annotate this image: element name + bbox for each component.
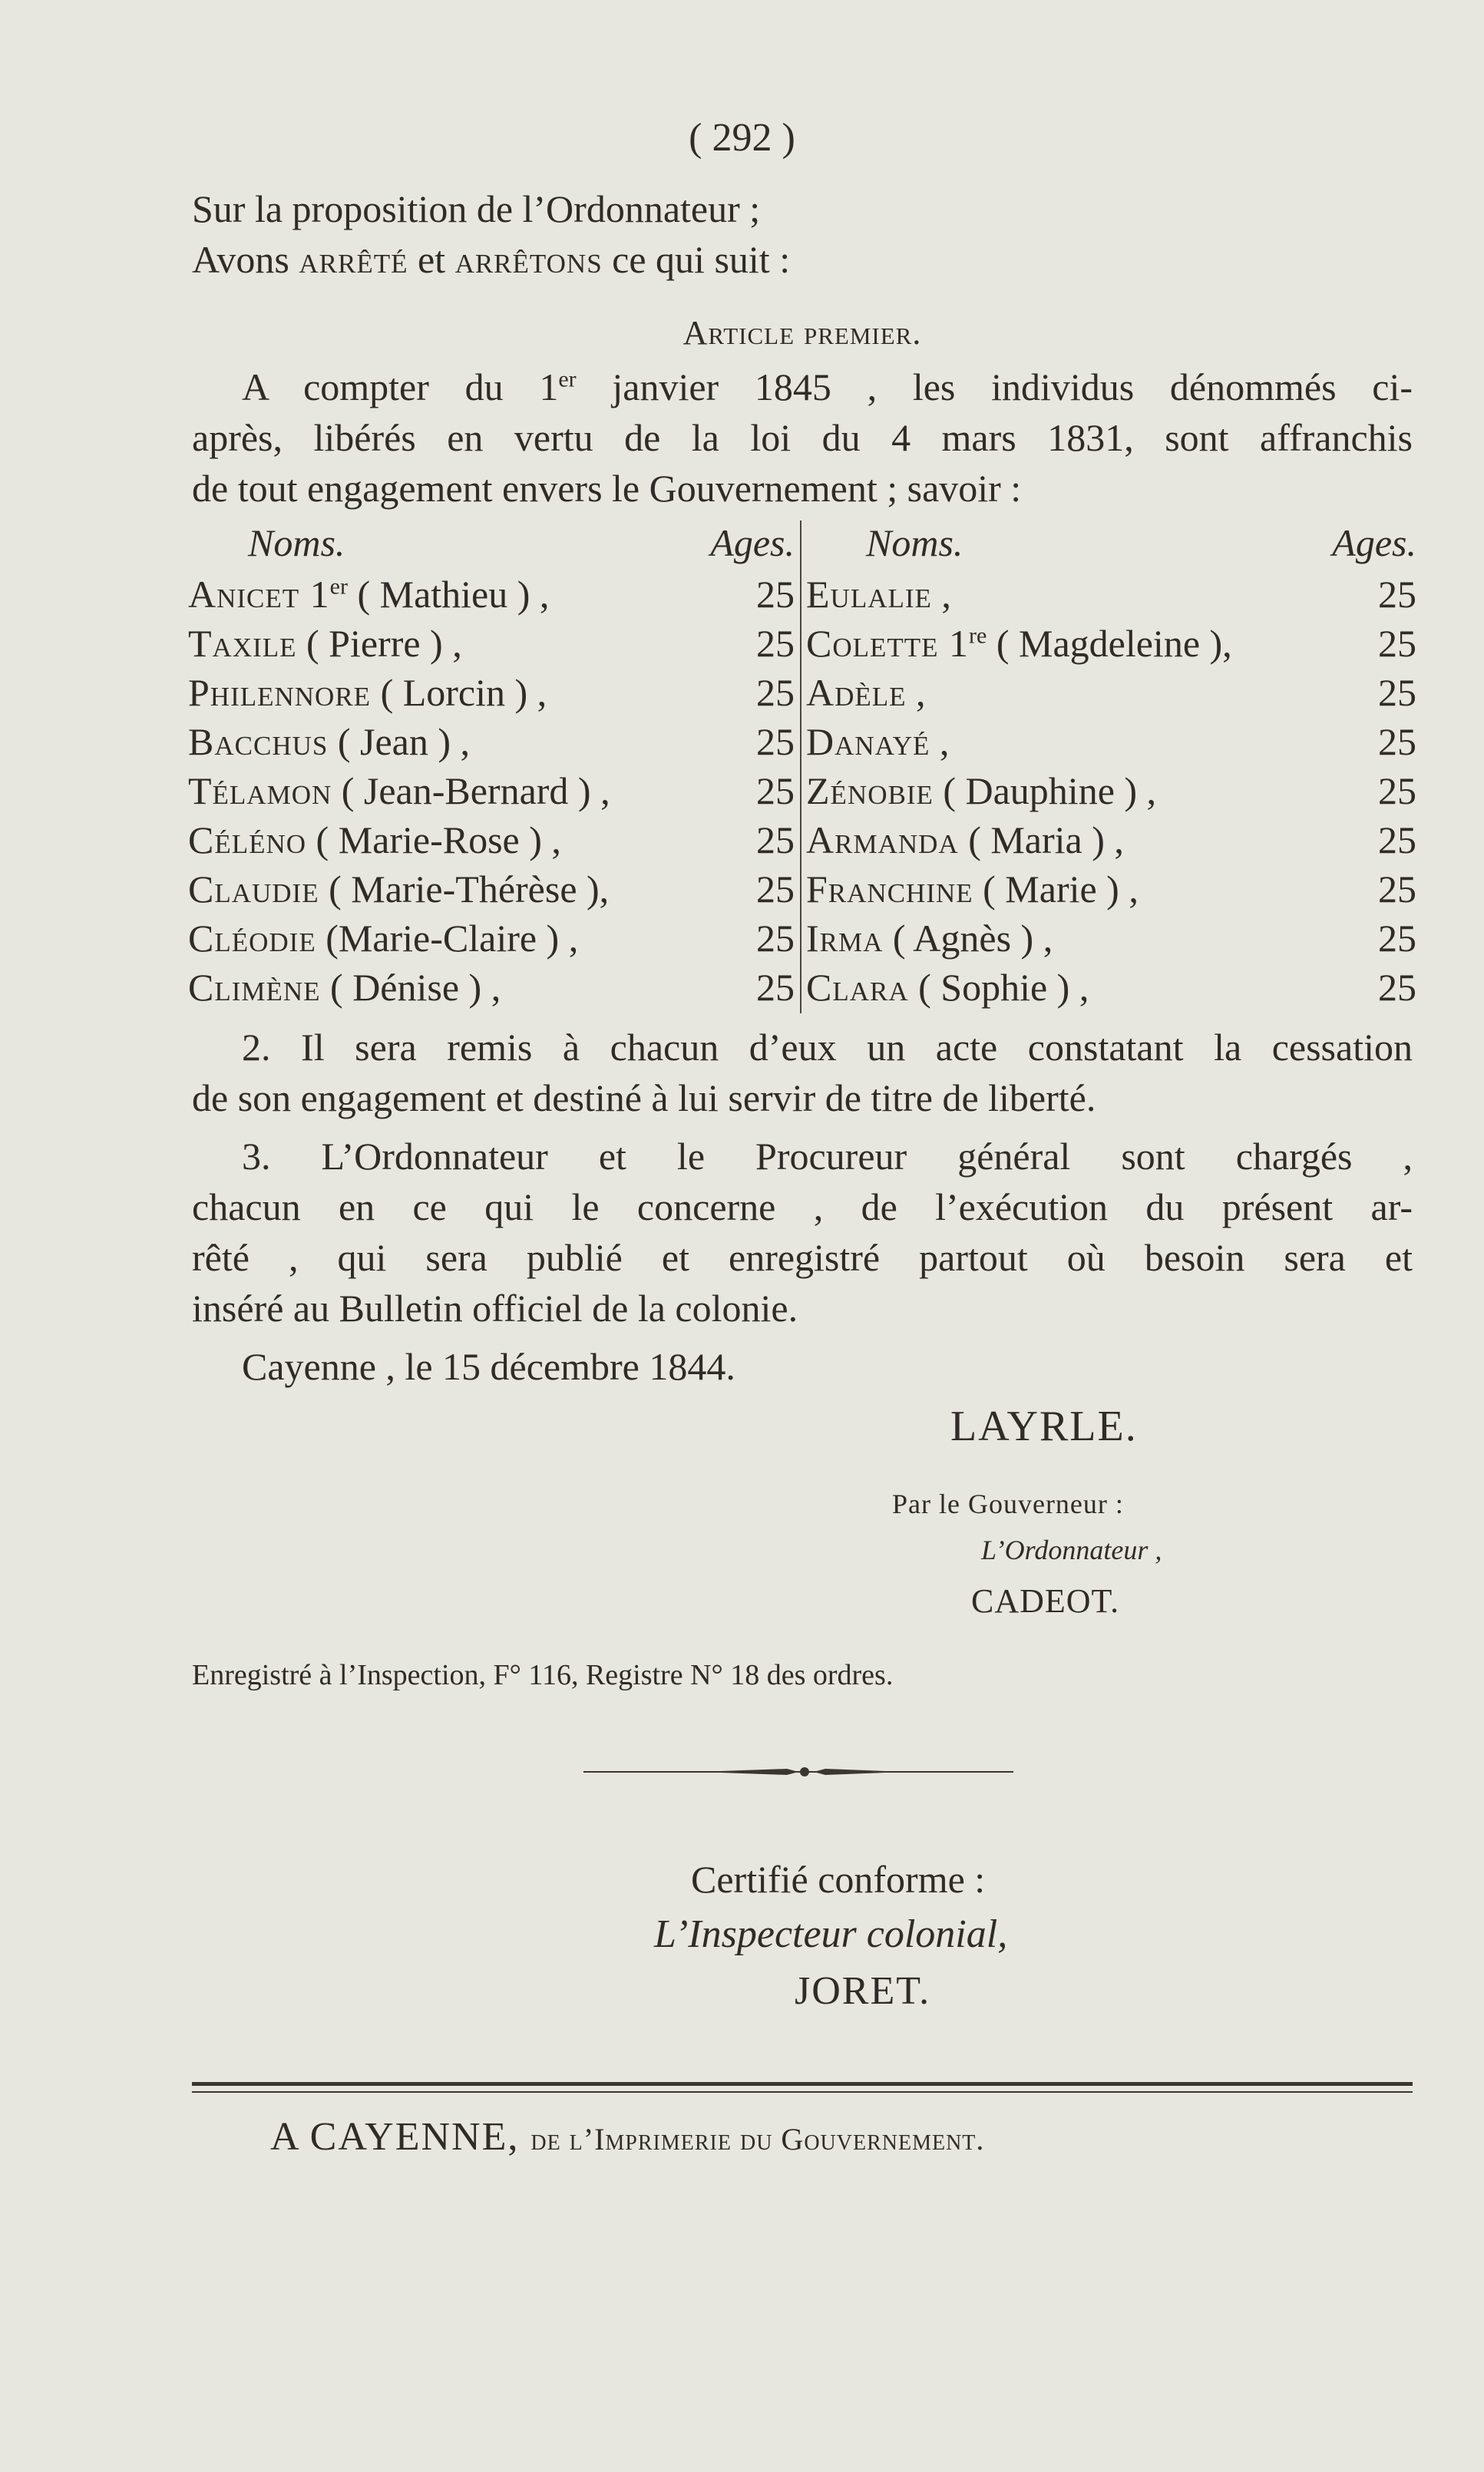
imprint-place: A CAYENNE,: [270, 2115, 520, 2159]
certifie-conforme: Certifié conforme :: [691, 1858, 986, 1901]
left-row-name: Bacchus ( Jean ) ,: [188, 720, 470, 763]
article-1-line-3: de tout engagement envers le Gouvernement ; savoir :: [192, 467, 1022, 510]
article-1-line-2: après, libérés en vertu de la loi du 4 mars 1831, sont affranchis: [192, 416, 1413, 459]
left-table-row: [188, 963, 795, 1012]
inspecteur-colonial: L’Inspecteur colonial,: [654, 1912, 1008, 1956]
right-table-row: [806, 668, 1416, 717]
right-table-row: [806, 570, 1416, 619]
left-header-names: Noms.: [248, 521, 345, 564]
right-header-ages: Ages.: [1332, 521, 1416, 564]
arretons: arrêtons: [454, 238, 603, 281]
left-table-row: [188, 914, 795, 963]
article-3-line-4: inséré au Bulletin officiel de la colonie.: [192, 1287, 798, 1330]
right-row-name: Franchine ( Marie ) ,: [806, 868, 1139, 910]
right-table-row: [806, 717, 1416, 766]
left-row-age: 25: [756, 622, 795, 665]
article-3-line-1: 3. L’Ordonnateur et le Procureur général sont chargés ,: [242, 1135, 1413, 1178]
left-row-name: Climène ( Dénise ) ,: [188, 966, 501, 1009]
left-table-row: [188, 570, 795, 619]
right-row-name: Eulalie ,: [806, 573, 951, 616]
registration-note: Enregistré à l’Inspection, F° 116, Registre N° 18 des ordres.: [192, 1659, 894, 1691]
et: et: [417, 238, 446, 281]
left-header-ages: Ages.: [710, 521, 795, 564]
left-table-row: [188, 619, 795, 668]
right-row-name: Danayé ,: [806, 720, 950, 763]
left-row-name: Philennore ( Lorcin ) ,: [188, 671, 547, 714]
left-row-name: Cléodie (Marie-Claire ) ,: [188, 917, 579, 960]
left-row-name: Céléno ( Marie-Rose ) ,: [188, 818, 561, 861]
right-row-age: 25: [1378, 622, 1416, 665]
left-row-age: 25: [756, 769, 795, 812]
left-row-age: 25: [756, 966, 795, 1009]
signature-layrle: LAYRLE.: [950, 1403, 1138, 1450]
ce-qui-suit: ce qui suit :: [612, 238, 791, 281]
right-row-age: 25: [1378, 671, 1416, 714]
right-row-name: Armanda ( Maria ) ,: [806, 818, 1124, 861]
imprint: [270, 2113, 984, 2164]
right-table-row: [806, 914, 1416, 963]
left-table-row: [188, 815, 795, 864]
page-number: ( 292 ): [689, 116, 795, 160]
arrete: arrêté: [299, 238, 408, 281]
right-table-row: [806, 815, 1416, 864]
left-row-name: Anicet 1er ( Mathieu ) ,: [188, 573, 550, 616]
right-table-row: [806, 619, 1416, 668]
left-table-row: [188, 717, 795, 766]
right-row-age: 25: [1378, 769, 1416, 812]
left-row-name: Taxile ( Pierre ) ,: [188, 622, 462, 665]
left-row-age: 25: [756, 720, 795, 763]
article-2-line-2: de son engagement et destiné à lui servir de titre de liberté.: [192, 1076, 1096, 1119]
right-row-name: Zénobie ( Dauphine ) ,: [806, 769, 1157, 812]
intro-line-1: Sur la proposition de l’Ordonnateur ;: [192, 187, 761, 230]
table-divider: [800, 521, 801, 1013]
right-row-age: 25: [1378, 573, 1416, 616]
date-line: Cayenne , le 15 décembre 1844.: [242, 1345, 735, 1388]
right-table-row: [806, 766, 1416, 815]
left-row-age: 25: [756, 671, 795, 714]
left-table-row: [188, 864, 795, 914]
right-row-name: Irma ( Agnès ) ,: [806, 917, 1053, 960]
right-row-age: 25: [1378, 720, 1416, 763]
left-row-name: Claudie ( Marie-Thérèse ),: [188, 868, 610, 910]
right-row-name: Clara ( Sophie ) ,: [806, 966, 1089, 1009]
right-row-age: 25: [1378, 966, 1416, 1009]
avons: Avons: [192, 238, 289, 281]
left-row-age: 25: [756, 573, 795, 616]
right-row-age: 25: [1378, 818, 1416, 861]
right-row-name: Adèle ,: [806, 671, 926, 714]
article-3-line-2: chacun en ce qui le concerne , de l’exécution du présent ar-: [192, 1185, 1413, 1228]
right-row-age: 25: [1378, 868, 1416, 910]
article-heading: Article premier.: [683, 314, 922, 352]
left-row-age: 25: [756, 917, 795, 960]
left-table-row: [188, 766, 795, 815]
par-le-gouverneur: Par le Gouverneur :: [892, 1489, 1124, 1519]
right-row-name: Colette 1re ( Magdeleine ),: [806, 622, 1232, 665]
bottom-rule-thin: [192, 2091, 1413, 2093]
left-table-row: [188, 668, 795, 717]
right-table-row: [806, 963, 1416, 1012]
signature-joret: JORET.: [795, 1969, 931, 2013]
left-row-age: 25: [756, 818, 795, 861]
right-header: [806, 521, 1416, 570]
left-column: [188, 521, 795, 1012]
right-column: [806, 521, 1416, 1012]
right-header-names: Noms.: [866, 521, 963, 564]
signature-cadeot: CADEOT.: [971, 1582, 1120, 1620]
right-row-age: 25: [1378, 917, 1416, 960]
ornament-divider: [583, 1764, 1013, 1780]
left-row-name: Télamon ( Jean-Bernard ) ,: [188, 769, 610, 812]
l-ordonnateur: L’Ordonnateur ,: [981, 1535, 1162, 1565]
right-table-row: [806, 864, 1416, 914]
article-3-line-3: rêté , qui sera publié et enregistré partout où besoin sera et: [192, 1236, 1413, 1279]
bottom-rule-thick: [192, 2082, 1413, 2086]
imprint-printer: de l’Imprimerie du Gouvernement.: [530, 2122, 985, 2156]
left-row-age: 25: [756, 868, 795, 910]
article-1-line-1: A compter du 1er janvier 1845 , les individus dénommés ci-: [242, 365, 1413, 408]
intro-line-2: [192, 235, 1413, 284]
left-header: [188, 521, 795, 570]
article-2-line-1: 2. Il sera remis à chacun d’eux un acte constatant la cessation: [242, 1026, 1413, 1069]
